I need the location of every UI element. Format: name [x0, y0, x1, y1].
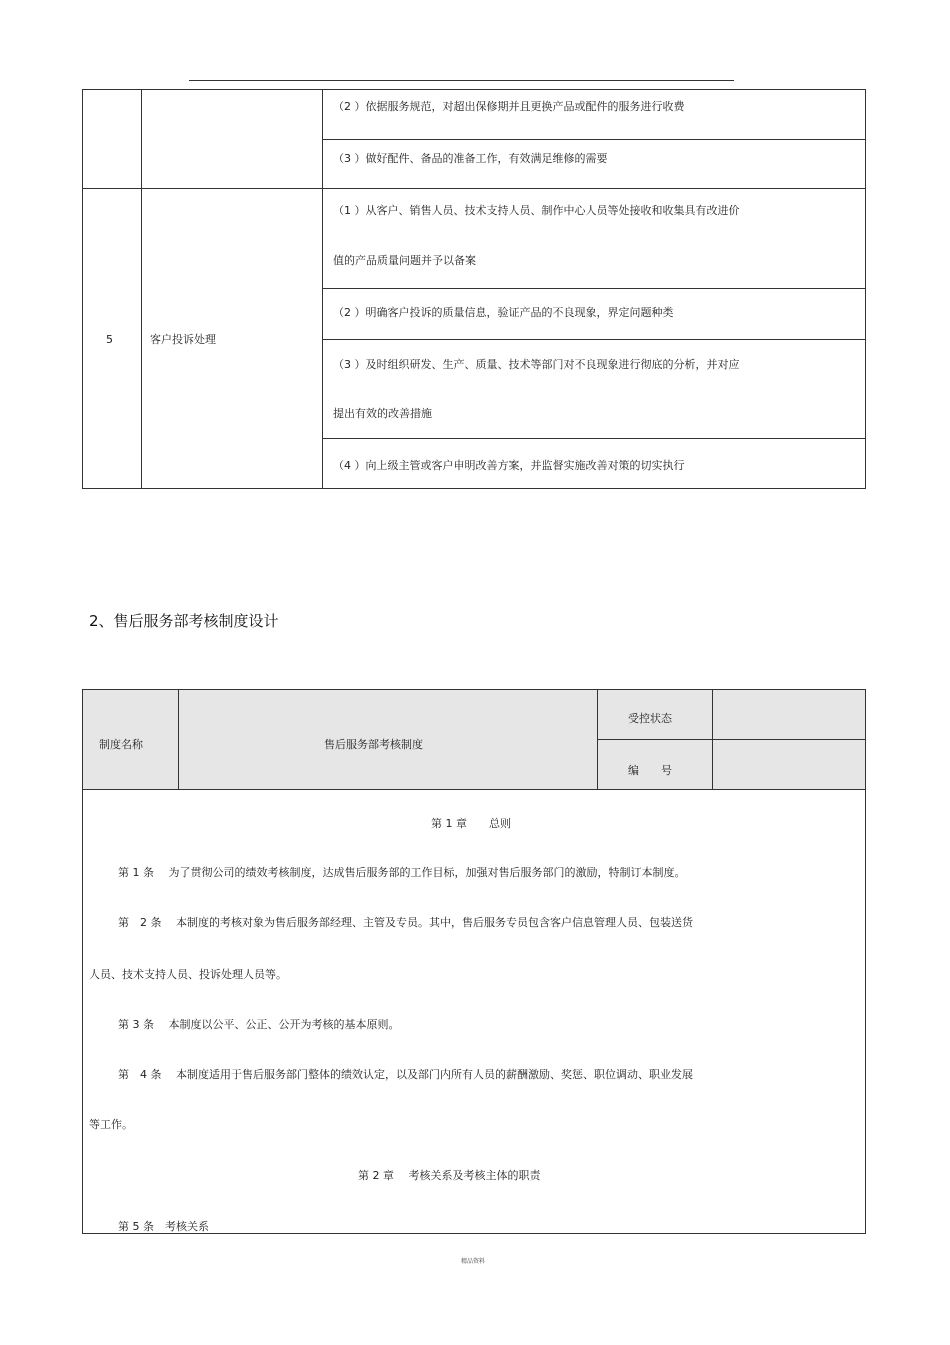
section-title: 2、售后服务部考核制度设计 [89, 612, 279, 630]
chapter-heading: 第 2 章 考核关系及考核主体的职责 [358, 1169, 541, 1182]
table-cell: （1 ）从客户、销售人员、技术支持人员、制作中心人员等处接收和收集具有改进价 [333, 204, 740, 217]
policy-name-value: 售后服务部考核制度 [324, 738, 423, 751]
table-cell: （2 ）明确客户投诉的质量信息，验证产品的不良现象，界定问题种类 [333, 306, 674, 319]
document-number-label: 编 号 [628, 764, 672, 777]
policy-name-label: 制度名称 [99, 738, 143, 751]
article: 第 4 条 本制度适用于售后服务部门整体的绩效认定，以及部门内所有人员的薪酬激励、奖惩、职位调动、职业发展 [118, 1068, 693, 1081]
control-status-label: 受控状态 [628, 712, 672, 725]
table-cell: （4 ）向上级主管或客户申明改善方案，并监督实施改善对策的切实执行 [333, 459, 685, 472]
article-continued: 等工作。 [89, 1118, 133, 1131]
article: 第 3 条 本制度以公平、公正、公开为考核的基本原则。 [118, 1018, 400, 1031]
chapter-heading: 第 1 章 总则 [431, 817, 511, 830]
table-cell: （3 ）及时组织研发、生产、质量、技术等部门对不良现象进行彻底的分析，并对应 [333, 358, 740, 371]
article-continued: 人员、技术支持人员、投诉处理人员等。 [89, 968, 287, 981]
article: 第 2 条 本制度的考核对象为售后服务部经理、主管及专员。其中，售后服务专员包含客户信息管理人员、包装送货 [118, 916, 693, 929]
article: 第 1 条 为了贯彻公司的绩效考核制度，达成售后服务部的工作目标，加强对售后服务部门的激励，特制订本制度。 [118, 866, 686, 879]
table-cell: （2 ）依据服务规范，对超出保修期并且更换产品或配件的服务进行收费 [333, 100, 685, 113]
row-title: 客户投诉处理 [150, 333, 216, 346]
page-footer: 精品资料 [461, 1258, 486, 1265]
row-number: 5 [106, 333, 113, 346]
article: 第 5 条 考核关系 [118, 1220, 209, 1233]
table-cell: 提出有效的改善措施 [333, 407, 432, 420]
table-cell: 值的产品质量问题并予以备案 [333, 254, 476, 267]
header-rule [189, 80, 734, 81]
table-cell: （3 ）做好配件、备品的准备工作，有效满足维修的需要 [333, 152, 608, 165]
